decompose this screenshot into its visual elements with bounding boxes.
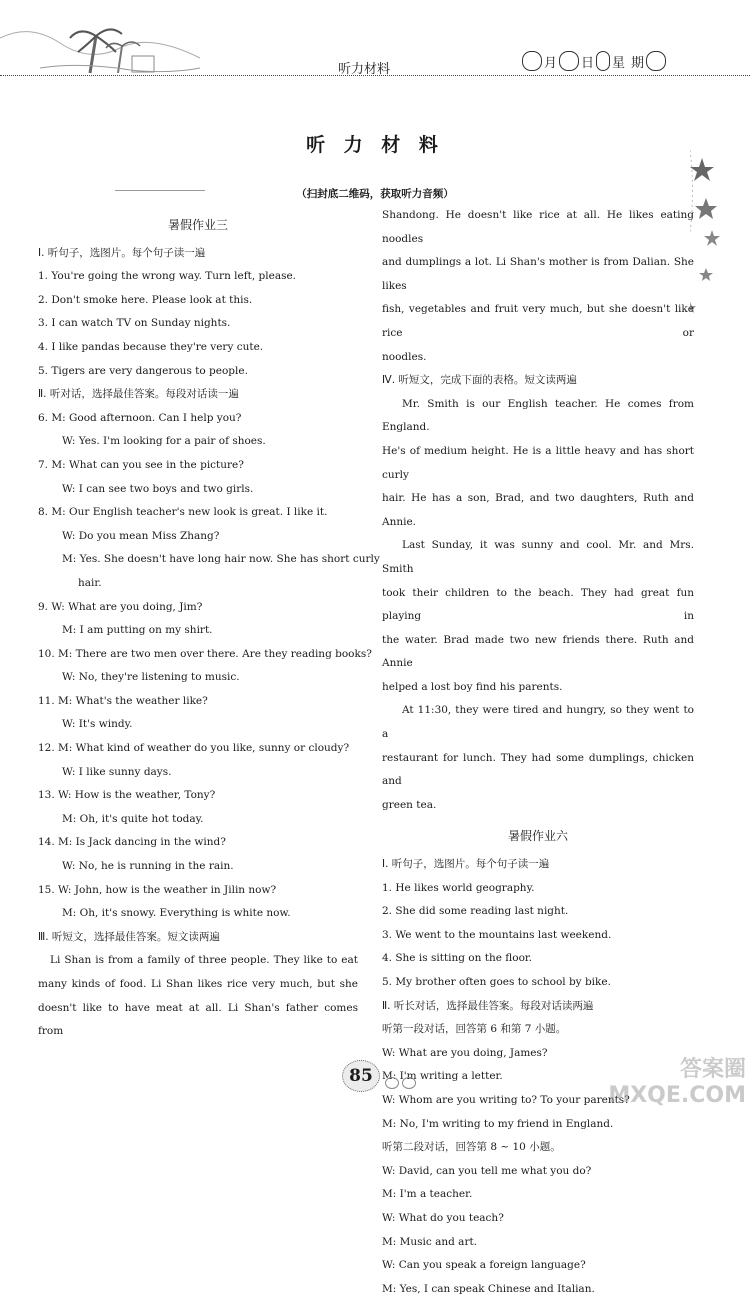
dialog-line: M: Yes, I can speak Chinese and Italian. <box>382 1282 595 1295</box>
dialog-line: 13. W: How is the weather, Tony? <box>38 789 216 802</box>
part-heading: Ⅰ. 听句子，选图片。每个句子读一遍 <box>38 246 206 259</box>
dialog-line: W: Whom are you writing to? To your parents? <box>382 1093 630 1106</box>
dialog-line: 6. M: Good afternoon. Can I help you? <box>38 411 242 424</box>
list-item: 5. Tigers are very dangerous to people. <box>38 364 248 377</box>
page-header <box>0 0 750 100</box>
dialog-line: W: What do you teach? <box>382 1211 504 1224</box>
part-heading: Ⅳ. 听短文，完成下面的表格。短文读两遍 <box>382 374 577 387</box>
dialog-line: W: Yes. I'm looking for a pair of shoes. <box>62 435 266 448</box>
passage-line: the water. Brad made two new friends there. Ruth and Annie <box>382 633 694 670</box>
dialog-line: M: I'm a teacher. <box>382 1188 473 1201</box>
part-heading: Ⅱ. 听对话，选择最佳答案。每段对话读一遍 <box>38 388 239 401</box>
dialog-line: W: It's windy. <box>62 718 133 731</box>
right-column <box>382 204 694 1301</box>
dialog-line: 10. M: There are two men over there. Are they reading books? <box>38 647 372 660</box>
header-divider <box>0 75 750 76</box>
dialog-line: W: I like sunny days. <box>62 765 172 778</box>
week-label-1: 星 <box>612 55 626 71</box>
dialog-line: W: I can see two boys and two girls. <box>62 482 254 495</box>
passage <box>382 204 694 369</box>
passage-line: helped a lost boy find his parents. <box>382 680 563 693</box>
passage-line: green tea. <box>382 798 437 811</box>
dialog-line: M: Music and art. <box>382 1235 478 1248</box>
dialog-line: W: Do you mean Miss Zhang? <box>62 529 220 542</box>
dialog-line: M: I'm writing a letter. <box>382 1070 503 1083</box>
list-item: 2. Don't smoke here. Please look at this. <box>38 293 253 306</box>
dialog-intro: 听第二段对话，回答第 8 ~ 10 小题。 <box>382 1141 561 1154</box>
dialog-line: M: Yes. She doesn't have long hair now. She has short curly <box>62 553 380 566</box>
passage-line: At 11:30, they were tired and hungry, so they went to a <box>382 704 694 741</box>
month-field[interactable] <box>522 51 542 71</box>
dialog-line: W: No, they're listening to music. <box>62 671 240 684</box>
part-heading: Ⅰ. 听句子，选图片。每个句子读一遍 <box>382 858 550 871</box>
dialog-line: M: Oh, it's snowy. Everything is white now. <box>62 907 291 920</box>
palm-tree-logo-icon <box>0 18 210 78</box>
list-item: 4. She is sitting on the floor. <box>382 952 533 965</box>
list-item: 3. We went to the mountains last weekend. <box>382 928 612 941</box>
dialog-line: 14. M: Is Jack dancing in the wind? <box>38 836 226 849</box>
weekday-field[interactable] <box>646 51 666 71</box>
dialog-line: 8. M: Our English teacher's new look is great. I like it. <box>38 506 328 519</box>
passage-line: He's of medium height. He is a little heavy and has short curly <box>382 444 694 481</box>
passage-line: restaurant for lunch. They had some dumplings, chicken and <box>382 751 694 788</box>
dialog-line: 12. M: What kind of weather do you like, sunny or cloudy? <box>38 742 350 755</box>
list-item: 5. My brother often goes to school by bike. <box>382 976 611 988</box>
passage <box>38 949 358 1043</box>
dialog-line: M: Oh, it's quite hot today. <box>62 812 204 825</box>
passage-line: noodles. <box>382 350 427 363</box>
passage-line: many kinds of food. Li Shan likes rice very much, but she <box>38 978 358 990</box>
section-title: 暑假作业六 <box>507 829 568 844</box>
passage-line: Shandong. He doesn't like rice at all. He likes eating noodles <box>382 209 694 245</box>
month-label: 月 <box>544 55 558 71</box>
watermark <box>608 1057 746 1109</box>
passage <box>382 393 694 818</box>
section-title: 暑假作业三 <box>167 218 228 232</box>
dialog-intro: 听第一段对话，回答第 6 和第 7 小题。 <box>382 1023 567 1036</box>
dialog-line: W: David, can you tell me what you do? <box>382 1164 592 1177</box>
list-item: 1. You're going the wrong way. Turn left, please. <box>38 270 297 283</box>
dialog-line: 15. W: John, how is the weather in Jilin now? <box>38 883 277 896</box>
dialog-line: 11. M: What's the weather like? <box>38 694 208 707</box>
list-item: 4. I like pandas because they're very cute. <box>38 340 264 353</box>
left-column <box>38 210 380 1044</box>
stars-decoration-icon <box>690 150 750 330</box>
passage-line: fish, vegetables and fruit very much, but she doesn't like rice or <box>382 303 694 339</box>
list-item: 2. She did some reading last night. <box>382 905 569 918</box>
dialog-line: M: No, I'm writing to my friend in England. <box>382 1117 614 1130</box>
passage-line: Mr. Smith is our English teacher. He comes from England. <box>382 397 694 434</box>
passage-line: Last Sunday, it was sunny and cool. Mr. and Mrs. Smith <box>382 539 694 575</box>
dialog-line: hair. <box>78 576 102 589</box>
list-item: 3. I can watch TV on Sunday nights. <box>38 317 231 330</box>
watermark-line: 答案圈 <box>679 1057 746 1082</box>
separator <box>596 51 610 71</box>
dialog-line: 7. M: What can you see in the picture? <box>38 458 244 471</box>
page-number-decoration <box>385 1074 419 1093</box>
part-heading: Ⅱ. 听长对话，选择最佳答案。每段对话读两遍 <box>382 999 594 1012</box>
page-number: 85 <box>342 1060 380 1092</box>
list-item: 1. He likes world geography. <box>382 881 535 894</box>
dialog-line: M: I am putting on my shirt. <box>62 624 213 637</box>
watermark-line: MXQE.COM <box>608 1083 746 1108</box>
passage-line: and dumplings a lot. Li Shan's mother is from Dalian. She likes <box>382 256 694 292</box>
passage-line: Li Shan is from a family of three people. They like to eat <box>50 954 358 967</box>
dialog-line: W: What are you doing, James? <box>382 1046 548 1059</box>
passage-line: hair. He has a son, Brad, and two daughters, Ruth and Annie. <box>382 492 694 528</box>
date-fields <box>520 50 668 72</box>
passage-line: doesn't like to have meat at all. Li Shan's father comes from <box>38 1001 358 1038</box>
day-field[interactable] <box>559 51 579 71</box>
week-label-2: 期 <box>631 55 645 71</box>
day-label: 日 <box>581 55 595 71</box>
dialog-line: 9. W: What are you doing, Jim? <box>38 600 203 613</box>
dialog-line: W: Can you speak a foreign language? <box>382 1259 586 1272</box>
page-title: 听 力 材 料 <box>306 134 444 156</box>
dialog-line: W: No, he is running in the rain. <box>62 860 234 873</box>
page-subtitle: （扫封底二维码，获取听力音频） <box>296 188 454 200</box>
header-title: 听力材料 <box>338 62 391 77</box>
passage-line: took their children to the beach. They had great fun playing in <box>382 586 694 623</box>
part-heading: Ⅲ. 听短文，选择最佳答案。短文读两遍 <box>38 930 220 943</box>
